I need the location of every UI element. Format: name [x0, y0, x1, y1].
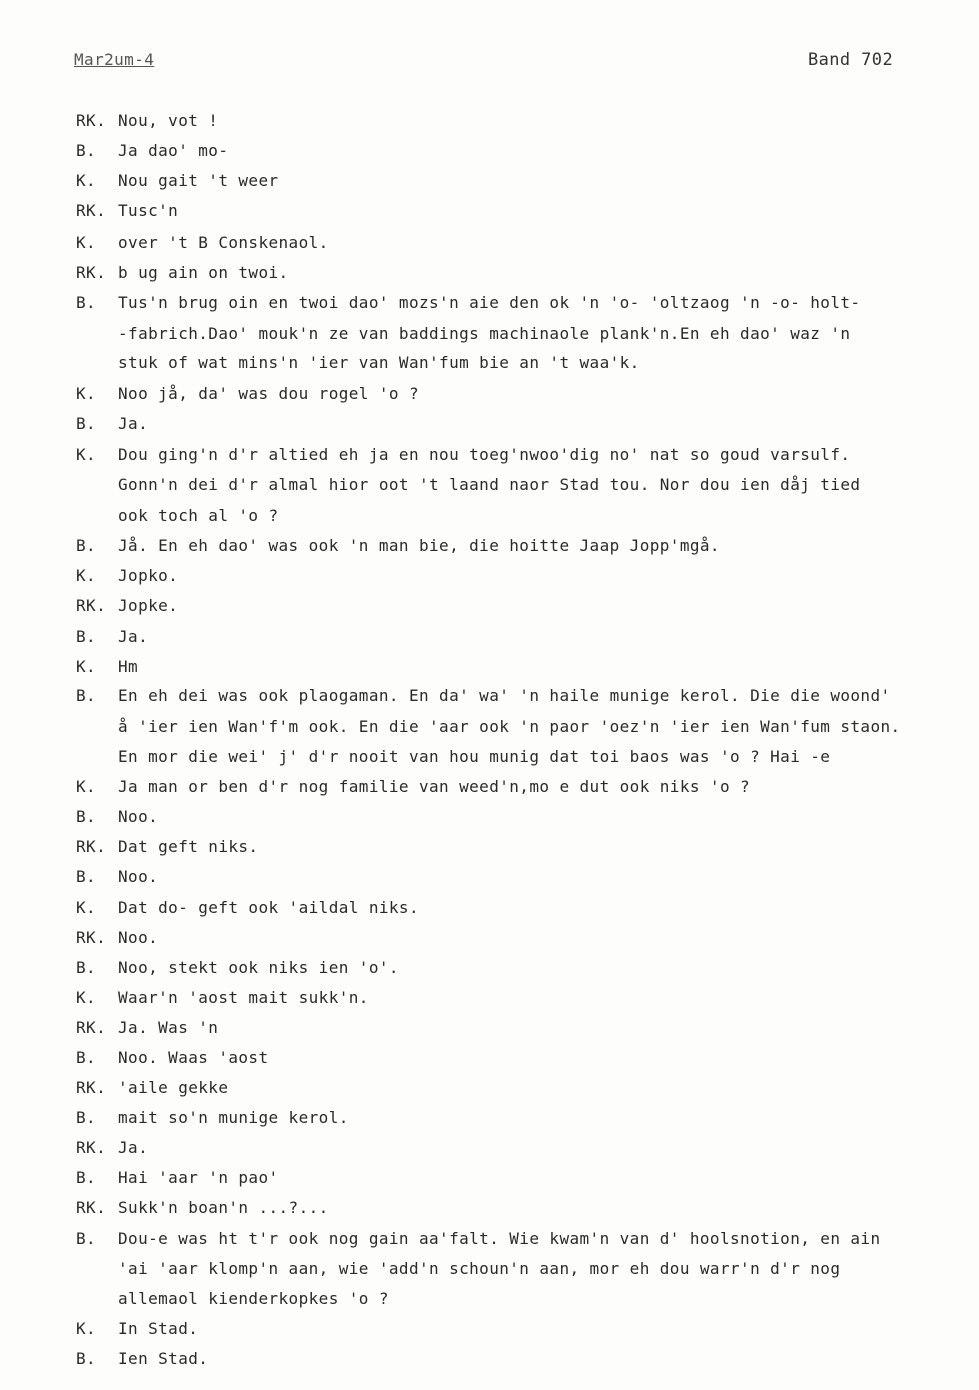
speaker-label: B.: [76, 141, 97, 160]
speaker-label: K.: [76, 777, 97, 796]
utterance-text: Tusc'n: [118, 201, 179, 220]
speaker-label: B.: [76, 293, 97, 312]
utterance-text: Waar'n 'aost mait sukk'n.: [118, 988, 369, 1007]
speaker-label: B.: [76, 414, 97, 433]
utterance-text: In Stad.: [118, 1319, 199, 1338]
speaker-label: B.: [76, 1349, 97, 1368]
speaker-label: K.: [76, 171, 97, 190]
speaker-label: K.: [76, 384, 97, 403]
utterance-text: allemaol kienderkopkes 'o ?: [118, 1289, 389, 1308]
speaker-label: B.: [76, 1168, 97, 1187]
speaker-label: K.: [76, 566, 97, 585]
speaker-label: B.: [76, 1229, 97, 1248]
utterance-text: Jopke.: [118, 596, 179, 615]
utterance-text: mait so'n munige kerol.: [118, 1108, 349, 1127]
utterance-text: Ja.: [118, 1138, 149, 1157]
speaker-label: RK.: [76, 263, 107, 282]
utterance-text: En eh dei was ook plaogaman. En da' wa' 'n haile munige kerol. Die die woond': [118, 686, 891, 705]
speaker-label: RK.: [76, 1018, 107, 1037]
speaker-label: RK.: [76, 111, 107, 130]
utterance-text: Dou ging'n d'r altied eh ja en nou toeg'nwoo'dig no' nat so goud varsulf.: [118, 445, 851, 464]
document-code: Mar2um-4: [74, 50, 155, 69]
utterance-text: Dat geft niks.: [118, 837, 259, 856]
speaker-label: K.: [76, 988, 97, 1007]
utterance-text: Ja dao' mo-: [118, 141, 229, 160]
utterance-text: Sukk'n boan'n ...?...: [118, 1198, 329, 1217]
utterance-text: ook toch al 'o ?: [118, 506, 279, 525]
speaker-label: RK.: [76, 1198, 107, 1217]
tape-number: Band 702: [808, 50, 894, 70]
utterance-text: 'ai 'aar klomp'n aan, wie 'add'n schoun'n aan, mor eh dou warr'n d'r nog: [118, 1259, 841, 1278]
utterance-text: 'aile gekke: [118, 1078, 229, 1097]
utterance-text: Dou-e was ht t'r ook nog gain aa'falt. Wie kwam'n van d' hoolsnotion, en ain: [118, 1229, 881, 1248]
speaker-label: B.: [76, 536, 97, 555]
utterance-text: Noo, stekt ook niks ien 'o'.: [118, 958, 399, 977]
utterance-text: Ien Stad.: [118, 1349, 209, 1368]
utterance-text: Jopko.: [118, 566, 179, 585]
speaker-label: RK.: [76, 1078, 107, 1097]
utterance-text: over 't B Conskenaol.: [118, 233, 329, 252]
speaker-label: B.: [76, 627, 97, 646]
utterance-text: Nou, vot !: [118, 111, 219, 130]
utterance-text: Noo.: [118, 867, 159, 886]
utterance-text: Hai 'aar 'n pao': [118, 1168, 279, 1187]
speaker-label: RK.: [76, 1138, 107, 1157]
utterance-text: b ug ain on twoi.: [118, 263, 289, 282]
utterance-text: Gonn'n dei d'r almal hior oot 't laand naor Stad tou. Nor dou ien dåj tied: [118, 475, 861, 494]
utterance-text: Ja man or ben d'r nog familie van weed'n,mo e dut ook niks 'o ?: [118, 777, 751, 796]
speaker-label: B.: [76, 686, 97, 705]
speaker-label: K.: [76, 1319, 97, 1338]
speaker-label: K.: [76, 233, 97, 252]
utterance-text: Jå. En eh dao' was ook 'n man bie, die hoitte Jaap Jopp'mgå.: [118, 536, 720, 555]
utterance-text: Noo. Waas 'aost: [118, 1048, 269, 1067]
speaker-label: K.: [76, 657, 97, 676]
speaker-label: RK.: [76, 837, 107, 856]
speaker-label: B.: [76, 867, 97, 886]
speaker-label: B.: [76, 1048, 97, 1067]
utterance-text: -fabrich.Dao' mouk'n ze van baddings machinaole plank'n.En eh dao' waz 'n: [118, 324, 851, 343]
utterance-text: Nou gait 't weer: [118, 171, 279, 190]
speaker-label: B.: [76, 958, 97, 977]
speaker-label: K.: [76, 898, 97, 917]
utterance-text: Tus'n brug oin en twoi dao' mozs'n aie den ok 'n 'o- 'oltzaog 'n -o- holt-: [118, 293, 861, 312]
utterance-text: Dat do- geft ook 'aildal niks.: [118, 898, 419, 917]
utterance-text: stuk of wat mins'n 'ier van Wan'fum bie an 't waa'k.: [118, 353, 640, 372]
utterance-text: Hm: [118, 657, 139, 676]
speaker-label: RK.: [76, 596, 107, 615]
utterance-text: Ja. Was 'n: [118, 1018, 219, 1037]
speaker-label: B.: [76, 1108, 97, 1127]
utterance-text: Noo jå, da' was dou rogel 'o ?: [118, 384, 419, 403]
utterance-text: Ja.: [118, 414, 149, 433]
utterance-text: å 'ier ien Wan'f'm ook. En die 'aar ook 'n paor 'oez'n 'ier ien Wan'fum staon.: [118, 717, 901, 736]
utterance-text: Noo.: [118, 928, 159, 947]
utterance-text: En mor die wei' j' d'r nooit van hou munig dat toi baos was 'o ? Hai -e: [118, 747, 831, 766]
utterance-text: Noo.: [118, 807, 159, 826]
speaker-label: RK.: [76, 928, 107, 947]
speaker-label: RK.: [76, 201, 107, 220]
utterance-text: Ja.: [118, 627, 149, 646]
speaker-label: K.: [76, 445, 97, 464]
speaker-label: B.: [76, 807, 97, 826]
